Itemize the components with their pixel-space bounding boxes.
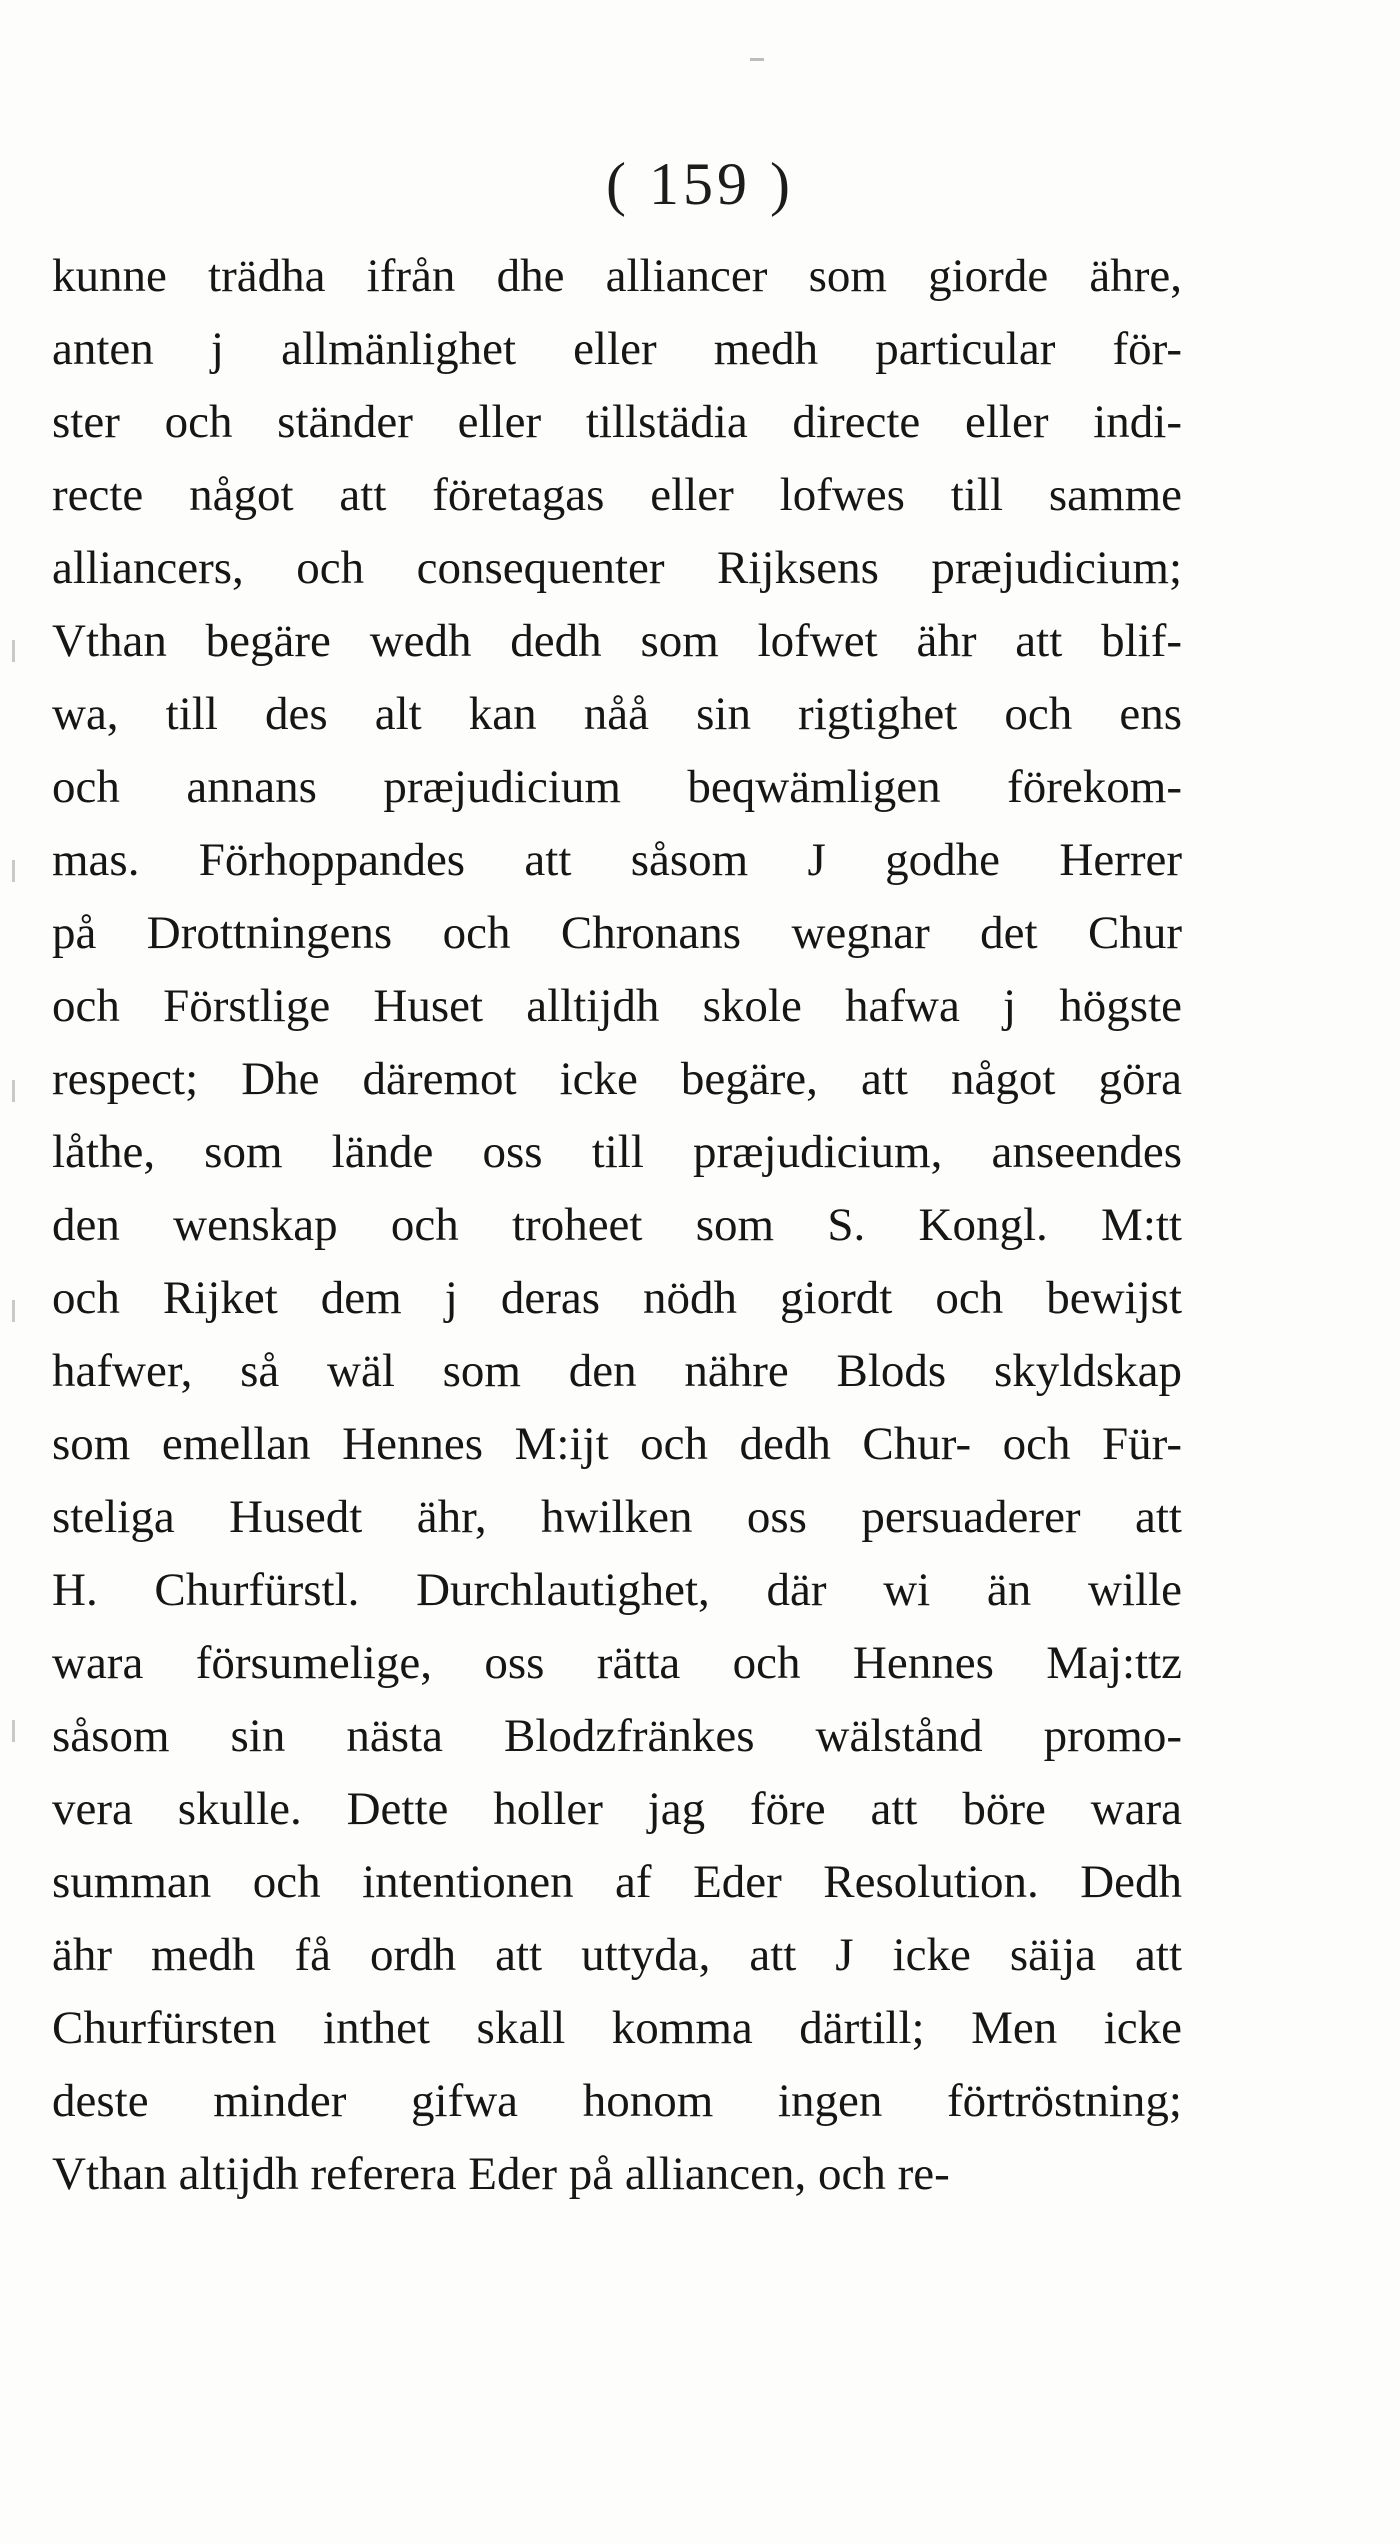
- text-line: hafwer, så wäl som den nähre Blods skyldskap: [52, 1345, 1182, 1397]
- text-line: och Rijket dem j deras nödh giordt och bewijst: [52, 1272, 1182, 1324]
- margin-speck: [12, 1300, 15, 1322]
- page-number: ( 159 ): [606, 151, 794, 217]
- text-line: alliancers, och consequenter Rijksens præjudicium;: [52, 542, 1182, 594]
- text-line: och annans præjudicium beqwämligen förekom-: [52, 761, 1182, 813]
- text-line: Churfürsten inthet skall komma därtill; Men icke: [52, 2002, 1182, 2054]
- text-line: kunne trädha ifrån dhe alliancer som giorde ähre,: [52, 250, 1182, 302]
- margin-speck: [12, 860, 15, 882]
- text-line: summan och intentionen af Eder Resolution. Dedh: [52, 1856, 1182, 1908]
- text-line: Vthan begäre wedh dedh som lofwet ähr att blif-: [52, 615, 1182, 667]
- margin-speck: [12, 640, 15, 662]
- body-text: [52, 240, 1182, 2211]
- text-line: som emellan Hennes M:ijt och dedh Chur- och Für-: [52, 1418, 1182, 1470]
- text-line: steliga Husedt ähr, hwilken oss persuaderer att: [52, 1491, 1182, 1543]
- text-line: anten j allmänlighet eller medh particular för-: [52, 323, 1182, 375]
- text-line: recte något att företagas eller lofwes till samme: [52, 469, 1182, 521]
- text-line: ähr medh få ordh att uttyda, att J icke säija att: [52, 1929, 1182, 1981]
- text-line: deste minder gifwa honom ingen förtröstning;: [52, 2075, 1182, 2127]
- text-line: Vthan altijdh referera Eder på alliancen, och re-: [52, 2148, 950, 2200]
- margin-speck: [12, 1080, 15, 1102]
- text-line: på Drottningens och Chronans wegnar det Chur: [52, 907, 1182, 959]
- text-line: den wenskap och troheet som S. Kongl. M:tt: [52, 1199, 1182, 1251]
- text-line: wara försumelige, oss rätta och Hennes Maj:ttz: [52, 1637, 1182, 1689]
- text-line: ster och ständer eller tillstädia directe eller indi-: [52, 396, 1182, 448]
- text-line: mas. Förhoppandes att såsom J godhe Herrer: [52, 834, 1182, 886]
- text-line: såsom sin nästa Blodzfränkes wälstånd promo-: [52, 1710, 1182, 1762]
- text-line: wa, till des alt kan nåå sin rigtighet och ens: [52, 688, 1182, 740]
- text-line: vera skulle. Dette holler jag före att böre wara: [52, 1783, 1182, 1835]
- text-line: och Förstlige Huset alltijdh skole hafwa j högste: [52, 980, 1182, 1032]
- text-line: H. Churfürstl. Durchlautighet, där wi än wille: [52, 1564, 1182, 1616]
- text-line: respect; Dhe däremot icke begäre, att något göra: [52, 1053, 1182, 1105]
- text-line: låthe, som lände oss till præjudicium, anseendes: [52, 1126, 1182, 1178]
- print-mark: [750, 58, 764, 61]
- margin-speck: [12, 1720, 15, 1742]
